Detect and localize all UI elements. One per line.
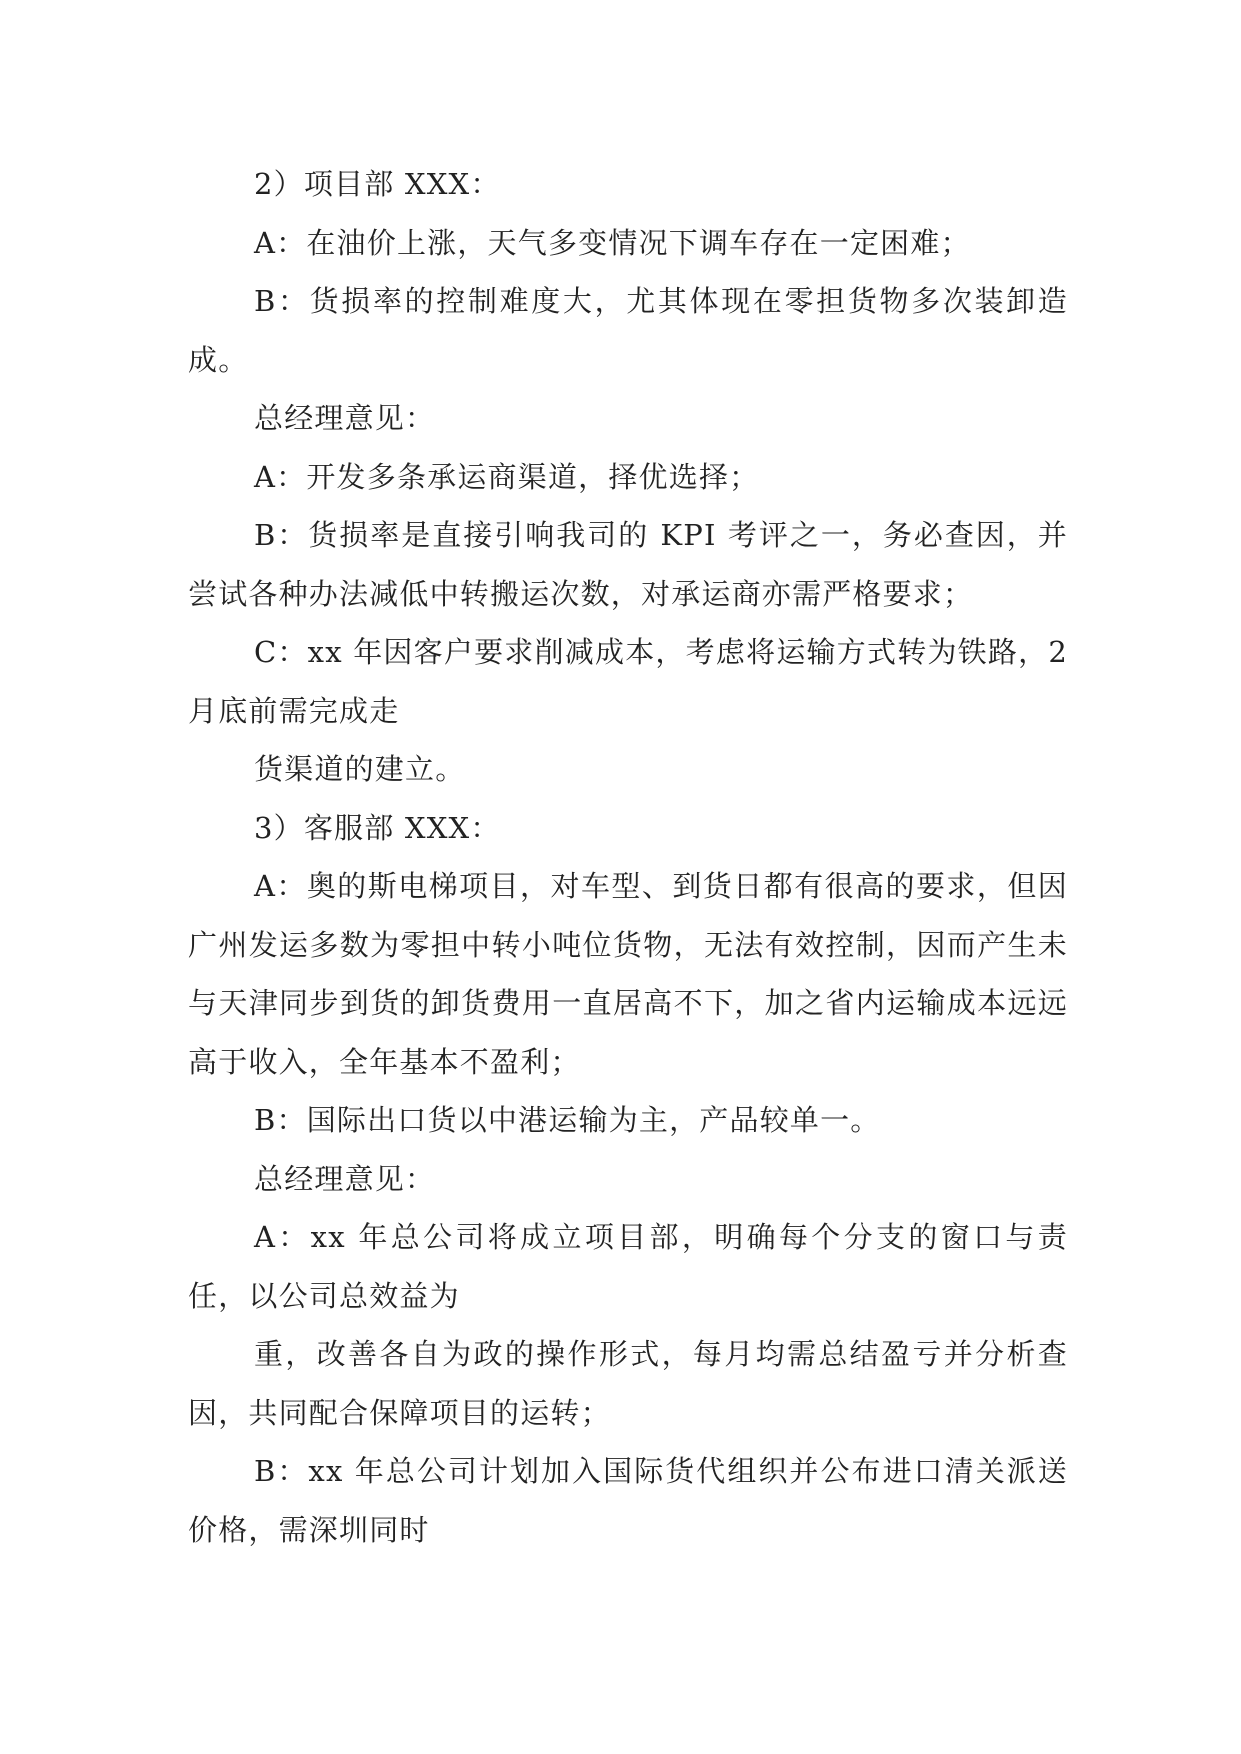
paragraph-gm-opinion-heading-1: 总经理意见： [254, 401, 436, 435]
paragraph-gm-opinion-1-c: C：xx 年因客户要求削减成本，考虑将运输方式转为铁路，2 月底前需完成走 [188, 635, 1068, 728]
paragraph-project-b: B：货损率的控制难度大，尤其体现在零担货物多次装卸造成。 [188, 284, 1068, 377]
paragraph-gm-opinion-2-b: B：xx 年总公司计划加入国际货代组织并公布进口清关派送价格，需深圳同时 [188, 1454, 1068, 1547]
paragraph-service-dept-heading: 3）客服部 XXX： [254, 810, 501, 845]
paragraph-service-a: A：奥的斯电梯项目，对车型、到货日都有很高的要求，但因广州发运多数为零担中转小吨位货物，无法有效控制，因而产生未与天津同步到货的卸货费用一直居高不下，加之省内运输成本远远高于收入，全年基本不盈利； [188, 869, 1068, 1079]
paragraph-gm-opinion-heading-2: 总经理意见： [254, 1161, 436, 1196]
paragraph-service-b: B：国际出口货以中港运输为主，产品较单一。 [254, 1103, 881, 1137]
paragraph-gm-opinion-1-b: B：货损率是直接引响我司的 KPI 考评之一，务必查因，并尝试各种办法减低中转搬运次数，对承运商亦需严格要求； [188, 518, 1068, 611]
paragraph-gm-opinion-1-a: A：开发多条承运商渠道，择优选择； [254, 459, 760, 494]
paragraph-gm-opinion-2-a-cont: 重，改善各自为政的操作形式，每月均需总结盈亏并分析查因，共同配合保障项目的运转； [188, 1337, 1068, 1430]
paragraph-project-dept-heading: 2）项目部 XXX： [254, 167, 501, 201]
paragraph-gm-opinion-2-a: A：xx 年总公司将成立项目部，明确每个分支的窗口与责任，以公司总效益为 [188, 1220, 1068, 1313]
document-body [188, 155, 1068, 1559]
paragraph-gm-opinion-1-c-cont: 货渠道的建立。 [254, 752, 466, 786]
paragraph-project-a: A：在油价上涨，天气多变情况下调车存在一定困难； [254, 225, 971, 260]
